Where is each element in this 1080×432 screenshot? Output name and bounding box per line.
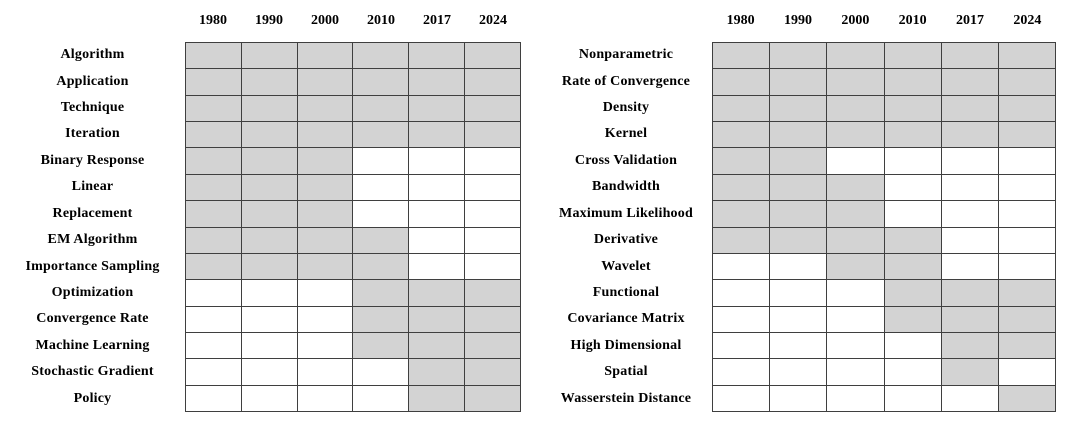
heatmap-cell-blank bbox=[713, 307, 769, 332]
year-header: 2010 bbox=[898, 13, 927, 28]
heatmap-cell-shaded bbox=[827, 254, 883, 279]
heatmap-cell-shaded bbox=[942, 333, 998, 358]
year-header: 2024 bbox=[479, 13, 507, 28]
row-labels-list bbox=[540, 42, 712, 412]
year-header: 2000 bbox=[311, 13, 339, 28]
heatmap-cell-blank bbox=[465, 201, 520, 226]
row-label: Importance Sampling bbox=[25, 258, 160, 274]
heatmap-cell-shaded bbox=[465, 43, 520, 68]
heatmap-cell-shaded bbox=[770, 148, 826, 173]
heatmap-cell-shaded bbox=[242, 43, 297, 68]
heatmap-cell-shaded bbox=[713, 96, 769, 121]
heatmap-cell-shaded bbox=[353, 96, 408, 121]
row-label: Spatial bbox=[604, 364, 648, 380]
heatmap-cell-blank bbox=[409, 254, 464, 279]
heatmap-cell-shaded bbox=[827, 122, 883, 147]
heatmap-cell-blank bbox=[827, 359, 883, 384]
row-label: Stochastic Gradient bbox=[31, 364, 154, 380]
row-label: Functional bbox=[592, 285, 660, 301]
row-label: Covariance Matrix bbox=[567, 311, 685, 327]
row-label: Binary Response bbox=[40, 152, 145, 168]
heatmap-cell-shaded bbox=[465, 69, 520, 94]
heatmap-column bbox=[185, 0, 521, 412]
heatmap-cell-blank bbox=[186, 333, 241, 358]
year-header-row bbox=[185, 0, 521, 42]
row-label: High Dimensional bbox=[570, 337, 682, 353]
heatmap-cell-shaded bbox=[885, 254, 941, 279]
year-header: 2000 bbox=[841, 13, 870, 28]
heatmap-cell-shaded bbox=[713, 122, 769, 147]
heatmap-cell-blank bbox=[942, 175, 998, 200]
heatmap-cell-shaded bbox=[465, 307, 520, 332]
heatmap-cell-shaded bbox=[999, 386, 1055, 411]
year-header: 1990 bbox=[783, 13, 812, 28]
heatmap-cell-shaded bbox=[186, 148, 241, 173]
heatmap-cell-blank bbox=[827, 280, 883, 305]
heatmap-cell-shaded bbox=[409, 69, 464, 94]
heatmap-cell-blank bbox=[713, 386, 769, 411]
heatmap-cell-blank bbox=[827, 307, 883, 332]
heatmap-cell-blank bbox=[885, 148, 941, 173]
heatmap-cell-shaded bbox=[242, 122, 297, 147]
heatmap-grid bbox=[185, 42, 521, 412]
heatmap-cell-shaded bbox=[298, 96, 353, 121]
heatmap-cell-blank bbox=[713, 333, 769, 358]
heatmap-cell-blank bbox=[713, 359, 769, 384]
row-label: Convergence Rate bbox=[36, 311, 149, 327]
heatmap-cell-blank bbox=[942, 228, 998, 253]
heatmap-cell-shaded bbox=[770, 201, 826, 226]
heatmap-cell-shaded bbox=[885, 122, 941, 147]
heatmap-cell-shaded bbox=[827, 201, 883, 226]
heatmap-cell-blank bbox=[770, 307, 826, 332]
row-label: Kernel bbox=[604, 126, 648, 142]
heatmap-cell-shaded bbox=[353, 43, 408, 68]
heatmap-cell-blank bbox=[770, 359, 826, 384]
heatmap-cell-shaded bbox=[770, 43, 826, 68]
heatmap-cell-shaded bbox=[242, 148, 297, 173]
heatmap-cell-shaded bbox=[353, 254, 408, 279]
row-label: Policy bbox=[73, 390, 112, 406]
heatmap-cell-shaded bbox=[186, 201, 241, 226]
row-label: Derivative bbox=[593, 232, 659, 248]
heatmap-cell-blank bbox=[186, 307, 241, 332]
heatmap-cell-shaded bbox=[885, 43, 941, 68]
heatmap-cell-blank bbox=[885, 386, 941, 411]
heatmap-cell-blank bbox=[770, 386, 826, 411]
heatmap-cell-blank bbox=[465, 175, 520, 200]
year-header: 1980 bbox=[726, 13, 755, 28]
heatmap-cell-blank bbox=[298, 280, 353, 305]
heatmap-cell-blank bbox=[942, 386, 998, 411]
heatmap-cell-shaded bbox=[465, 386, 520, 411]
heatmap-cell-shaded bbox=[885, 96, 941, 121]
heatmap-cell-blank bbox=[942, 254, 998, 279]
heatmap-cell-blank bbox=[186, 359, 241, 384]
heatmap-cell-shaded bbox=[186, 122, 241, 147]
heatmap-cell-blank bbox=[353, 175, 408, 200]
heatmap-cell-blank bbox=[942, 201, 998, 226]
heatmap-cell-blank bbox=[409, 201, 464, 226]
heatmap-cell-blank bbox=[298, 386, 353, 411]
heatmap-cell-blank bbox=[827, 148, 883, 173]
year-header: 2010 bbox=[367, 13, 395, 28]
heatmap-cell-blank bbox=[186, 386, 241, 411]
heatmap-cell-shaded bbox=[827, 175, 883, 200]
heatmap-cell-blank bbox=[770, 280, 826, 305]
heatmap-cell-blank bbox=[242, 333, 297, 358]
heatmap-cell-shaded bbox=[770, 69, 826, 94]
row-label: EM Algorithm bbox=[47, 232, 138, 248]
heatmap-cell-shaded bbox=[409, 43, 464, 68]
heatmap-cell-shaded bbox=[186, 43, 241, 68]
heatmap-cell-shaded bbox=[242, 254, 297, 279]
heatmap-cell-blank bbox=[827, 386, 883, 411]
heatmap-cell-shaded bbox=[770, 175, 826, 200]
heatmap-cell-shaded bbox=[409, 96, 464, 121]
heatmap-cell-blank bbox=[885, 333, 941, 358]
heatmap-cell-shaded bbox=[242, 201, 297, 226]
heatmap-cell-blank bbox=[713, 254, 769, 279]
heatmap-cell-shaded bbox=[465, 333, 520, 358]
heatmap-cell-shaded bbox=[409, 122, 464, 147]
heatmap-cell-shaded bbox=[999, 43, 1055, 68]
heatmap-cell-shaded bbox=[186, 228, 241, 253]
row-label: Rate of Convergence bbox=[561, 73, 691, 89]
heatmap-cell-shaded bbox=[353, 333, 408, 358]
row-labels-list bbox=[0, 42, 185, 412]
heatmap-cell-shaded bbox=[885, 280, 941, 305]
heatmap-cell-blank bbox=[409, 175, 464, 200]
heatmap-cell-blank bbox=[827, 333, 883, 358]
heatmap-cell-blank bbox=[999, 359, 1055, 384]
year-header: 2024 bbox=[1013, 13, 1042, 28]
header-spacer bbox=[0, 0, 185, 42]
heatmap-cell-shaded bbox=[465, 359, 520, 384]
heatmap-cell-shaded bbox=[770, 228, 826, 253]
right-heatmap-panel bbox=[540, 0, 1056, 412]
heatmap-cell-shaded bbox=[186, 69, 241, 94]
row-label: Iteration bbox=[65, 126, 120, 142]
heatmap-cell-shaded bbox=[298, 228, 353, 253]
heatmap-cell-shaded bbox=[713, 228, 769, 253]
row-label: Linear bbox=[71, 179, 114, 195]
row-labels-column bbox=[0, 0, 185, 412]
heatmap-cell-blank bbox=[242, 386, 297, 411]
heatmap-cell-blank bbox=[885, 201, 941, 226]
heatmap-cell-blank bbox=[770, 254, 826, 279]
heatmap-cell-shaded bbox=[713, 175, 769, 200]
heatmap-cell-shaded bbox=[942, 359, 998, 384]
heatmap-cell-shaded bbox=[713, 201, 769, 226]
heatmap-cell-blank bbox=[298, 307, 353, 332]
heatmap-cell-shaded bbox=[409, 359, 464, 384]
year-header-row bbox=[712, 0, 1056, 42]
heatmap-cell-shaded bbox=[885, 228, 941, 253]
heatmap-cell-blank bbox=[298, 359, 353, 384]
heatmap-cell-shaded bbox=[353, 280, 408, 305]
heatmap-cell-shaded bbox=[353, 307, 408, 332]
year-header: 1990 bbox=[255, 13, 283, 28]
heatmap-cell-shaded bbox=[298, 175, 353, 200]
heatmap-cell-blank bbox=[999, 254, 1055, 279]
heatmap-cell-shaded bbox=[298, 69, 353, 94]
heatmap-cell-shaded bbox=[827, 43, 883, 68]
heatmap-cell-shaded bbox=[942, 69, 998, 94]
row-label: Maximum Likelihood bbox=[559, 205, 693, 221]
heatmap-column bbox=[712, 0, 1056, 412]
heatmap-cell-shaded bbox=[999, 96, 1055, 121]
row-label: Algorithm bbox=[60, 47, 125, 63]
heatmap-cell-shaded bbox=[942, 307, 998, 332]
heatmap-cell-blank bbox=[353, 201, 408, 226]
heatmap-cell-shaded bbox=[885, 307, 941, 332]
heatmap-cell-shaded bbox=[885, 69, 941, 94]
row-labels-column bbox=[540, 0, 712, 412]
year-header: 2017 bbox=[955, 13, 984, 28]
heatmap-cell-blank bbox=[465, 148, 520, 173]
heatmap-cell-shaded bbox=[242, 228, 297, 253]
heatmap-cell-blank bbox=[353, 359, 408, 384]
heatmap-cell-shaded bbox=[942, 43, 998, 68]
heatmap-cell-shaded bbox=[465, 280, 520, 305]
row-label: Replacement bbox=[52, 205, 133, 221]
heatmap-cell-blank bbox=[770, 333, 826, 358]
heatmap-cell-shaded bbox=[353, 69, 408, 94]
heatmap-cell-blank bbox=[242, 359, 297, 384]
heatmap-cell-shaded bbox=[298, 43, 353, 68]
heatmap-cell-shaded bbox=[827, 228, 883, 253]
heatmap-cell-shaded bbox=[242, 96, 297, 121]
heatmap-cell-shaded bbox=[465, 96, 520, 121]
heatmap-cell-blank bbox=[885, 359, 941, 384]
year-header: 2017 bbox=[423, 13, 451, 28]
heatmap-cell-shaded bbox=[298, 254, 353, 279]
heatmap-cell-shaded bbox=[999, 333, 1055, 358]
row-label: Optimization bbox=[51, 285, 134, 301]
heatmap-cell-shaded bbox=[298, 122, 353, 147]
heatmap-cell-shaded bbox=[242, 69, 297, 94]
row-label: Wavelet bbox=[601, 258, 651, 274]
heatmap-cell-blank bbox=[465, 254, 520, 279]
row-label: Wasserstein Distance bbox=[560, 390, 692, 406]
heatmap-cell-shaded bbox=[942, 96, 998, 121]
row-label: Bandwidth bbox=[592, 179, 660, 195]
heatmap-cell-blank bbox=[999, 148, 1055, 173]
heatmap-cell-shaded bbox=[999, 69, 1055, 94]
heatmap-cell-shaded bbox=[186, 175, 241, 200]
heatmap-cell-shaded bbox=[409, 333, 464, 358]
heatmap-cell-shaded bbox=[713, 43, 769, 68]
heatmap-cell-blank bbox=[353, 386, 408, 411]
row-label: Technique bbox=[60, 100, 125, 116]
heatmap-cell-shaded bbox=[827, 96, 883, 121]
row-label: Density bbox=[602, 100, 650, 116]
row-label: Cross Validation bbox=[574, 152, 678, 168]
heatmap-cell-shaded bbox=[713, 148, 769, 173]
heatmap-cell-shaded bbox=[827, 69, 883, 94]
heatmap-cell-shaded bbox=[999, 122, 1055, 147]
heatmap-cell-shaded bbox=[353, 122, 408, 147]
heatmap-cell-blank bbox=[465, 228, 520, 253]
heatmap-cell-shaded bbox=[999, 307, 1055, 332]
heatmap-cell-shaded bbox=[465, 122, 520, 147]
heatmap-cell-blank bbox=[885, 175, 941, 200]
heatmap-cell-shaded bbox=[409, 307, 464, 332]
heatmap-cell-blank bbox=[942, 148, 998, 173]
row-label: Application bbox=[56, 73, 129, 89]
heatmap-cell-shaded bbox=[353, 228, 408, 253]
heatmap-cell-shaded bbox=[942, 280, 998, 305]
heatmap-cell-blank bbox=[242, 307, 297, 332]
header-spacer bbox=[540, 0, 712, 42]
heatmap-cell-blank bbox=[409, 228, 464, 253]
heatmap-cell-shaded bbox=[186, 254, 241, 279]
heatmap-cell-blank bbox=[353, 148, 408, 173]
heatmap-cell-shaded bbox=[999, 280, 1055, 305]
heatmap-cell-shaded bbox=[298, 201, 353, 226]
row-label: Machine Learning bbox=[35, 337, 150, 353]
heatmap-cell-shaded bbox=[298, 148, 353, 173]
year-header: 1980 bbox=[199, 13, 227, 28]
row-label: Nonparametric bbox=[578, 47, 674, 63]
heatmap-cell-blank bbox=[409, 148, 464, 173]
heatmap-cell-shaded bbox=[713, 69, 769, 94]
left-heatmap-panel bbox=[0, 0, 521, 412]
heatmap-cell-shaded bbox=[242, 175, 297, 200]
heatmap-cell-blank bbox=[999, 228, 1055, 253]
heatmap-cell-blank bbox=[999, 201, 1055, 226]
heatmap-cell-shaded bbox=[770, 122, 826, 147]
heatmap-cell-blank bbox=[713, 280, 769, 305]
heatmap-cell-shaded bbox=[409, 280, 464, 305]
heatmap-cell-shaded bbox=[409, 386, 464, 411]
heatmap-cell-blank bbox=[242, 280, 297, 305]
heatmap-cell-shaded bbox=[186, 96, 241, 121]
heatmap-cell-shaded bbox=[942, 122, 998, 147]
heatmap-cell-shaded bbox=[770, 96, 826, 121]
heatmap-cell-blank bbox=[186, 280, 241, 305]
heatmap-cell-blank bbox=[298, 333, 353, 358]
heatmap-cell-blank bbox=[999, 175, 1055, 200]
heatmap-grid bbox=[712, 42, 1056, 412]
